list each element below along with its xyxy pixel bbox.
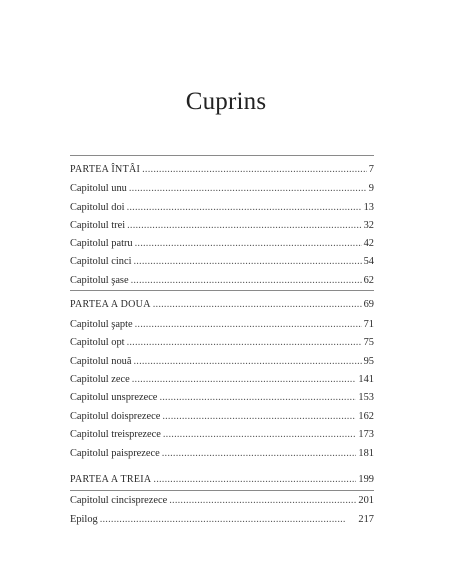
toc-chapter-entry[interactable] xyxy=(70,201,374,215)
toc-page-number: 199 xyxy=(358,474,374,485)
toc-entry-label: Capitolul cincisprezece xyxy=(70,495,168,506)
dot-leader xyxy=(163,428,357,442)
toc-entry-label: Capitolul trei xyxy=(70,220,126,231)
section-divider xyxy=(70,290,374,291)
dot-leader xyxy=(132,373,357,387)
toc-part-entry[interactable] xyxy=(70,473,374,487)
dot-leader xyxy=(142,163,367,177)
toc-page-number: 173 xyxy=(358,429,374,440)
toc-page-number: 13 xyxy=(363,202,374,213)
dot-leader xyxy=(133,255,361,269)
toc-chapter-entry[interactable] xyxy=(70,274,374,288)
dot-leader xyxy=(135,237,362,251)
toc-page-number: 217 xyxy=(358,514,374,525)
toc-entry-label: Capitolul unu xyxy=(70,183,127,194)
toc-page-number: 201 xyxy=(358,495,374,506)
dot-leader xyxy=(153,298,362,312)
toc-page-number: 42 xyxy=(363,238,374,249)
toc-part-entry[interactable] xyxy=(70,163,374,177)
toc-page-number: 75 xyxy=(363,337,374,348)
dot-leader xyxy=(135,318,362,332)
toc-entry-label: PARTEA A TREIA xyxy=(70,474,152,485)
toc-entry-label: PARTEA ÎNTÂI xyxy=(70,164,141,175)
section-divider xyxy=(70,155,374,156)
toc-chapter-entry[interactable] xyxy=(70,428,374,442)
dot-leader xyxy=(162,447,357,461)
dot-leader xyxy=(159,391,356,405)
toc-part-entry[interactable] xyxy=(70,298,374,312)
toc-chapter-entry[interactable] xyxy=(70,447,374,461)
toc-entry-label: Epilog xyxy=(70,514,98,525)
toc-page-number: 7 xyxy=(368,164,374,175)
toc-entry-label: Capitolul doisprezece xyxy=(70,411,161,422)
toc-entry-label: Capitolul treisprezece xyxy=(70,429,161,440)
toc-page-number: 54 xyxy=(363,256,374,267)
toc-page-number: 181 xyxy=(358,448,374,459)
toc-page-number: 69 xyxy=(363,299,374,310)
toc-page-number: 141 xyxy=(358,374,374,385)
dot-leader xyxy=(100,513,357,527)
toc-entry-label: Capitolul unsprezece xyxy=(70,392,158,403)
toc-entry-label: Capitolul şapte xyxy=(70,319,133,330)
toc-chapter-entry[interactable] xyxy=(70,410,374,424)
toc-chapter-entry[interactable] xyxy=(70,182,374,196)
toc-page-number: 71 xyxy=(363,319,374,330)
dot-leader xyxy=(127,201,362,215)
toc-page-number: 32 xyxy=(363,220,374,231)
dot-leader xyxy=(131,274,362,288)
toc-chapter-entry[interactable] xyxy=(70,373,374,387)
toc-page-number: 95 xyxy=(363,356,374,367)
toc-chapter-entry[interactable] xyxy=(70,336,374,350)
dot-leader xyxy=(129,182,367,196)
toc-chapter-entry[interactable] xyxy=(70,355,374,369)
dot-leader xyxy=(127,336,362,350)
toc-chapter-entry[interactable] xyxy=(70,391,374,405)
toc-chapter-entry[interactable] xyxy=(70,318,374,332)
toc-entry-label: PARTEA A DOUA xyxy=(70,299,151,310)
toc-entry-label: Capitolul opt xyxy=(70,337,125,348)
toc-page-number: 162 xyxy=(358,411,374,422)
dot-leader xyxy=(169,494,356,508)
toc-entry-label: Capitolul doi xyxy=(70,202,125,213)
toc-entry-label: Capitolul şase xyxy=(70,275,129,286)
toc-entry-label: Capitolul zece xyxy=(70,374,130,385)
toc-entry-label: Capitolul nouă xyxy=(70,356,132,367)
toc-epilog-entry[interactable] xyxy=(70,513,374,527)
section-divider xyxy=(70,490,374,491)
toc-chapter-entry[interactable] xyxy=(70,494,374,508)
dot-leader xyxy=(162,410,356,424)
toc-chapter-entry[interactable] xyxy=(70,237,374,251)
toc-entry-label: Capitolul patru xyxy=(70,238,133,249)
toc-entry-label: Capitolul paisprezece xyxy=(70,448,160,459)
dot-leader xyxy=(133,355,361,369)
page-title: Cuprins xyxy=(185,88,267,115)
dot-leader xyxy=(127,219,361,233)
toc-page-number: 9 xyxy=(368,183,374,194)
toc-entry-label: Capitolul cinci xyxy=(70,256,132,267)
toc-chapter-entry[interactable] xyxy=(70,255,374,269)
toc-chapter-entry[interactable] xyxy=(70,219,374,233)
toc-page-number: 62 xyxy=(363,275,374,286)
toc-page-number: 153 xyxy=(358,392,374,403)
dot-leader xyxy=(153,473,356,487)
